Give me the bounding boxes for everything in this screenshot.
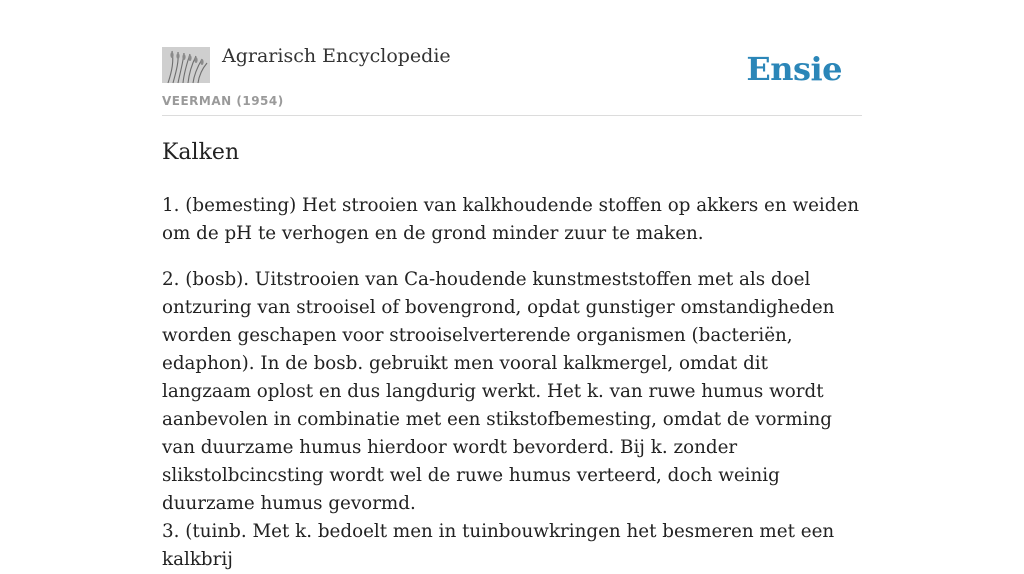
entry-paragraph-2: 2. (bosb). Uitstrooien van Ca-houdende kunstmeststoffen met als doel ontzuring van strooisel of bovengrond, opdat gunstiger omstandigheden worden geschapen voor strooiselverterende organismen (bacteriën, edaphon). In de bosb. gebruikt men vooral kalkmergel, omdat dit langzaam oplost en dus langdurig werkt. Het k. van ruwe humus wordt aanbevolen in combinatie met een stikstofbemesting, omdat de vorming van duurzame humus hierdoor wordt bevorderd. Bij k. zonder slikstolbcincsting wordt wel de ruwe humus verteerd, doch weinig duurzame humus gevormd. [162, 269, 835, 514]
entry-paragraph-3: 3. (tuinb. Met k. bedoelt men in tuinbouwkringen het besmeren met een kalkbrij [162, 521, 835, 570]
wheat-image-icon[interactable] [162, 47, 210, 83]
header [162, 0, 862, 116]
entry-paragraph-1: 1. (bemesting) Het strooien van kalkhoudende stoffen op akkers en weiden om de pH te verhogen en de grond minder zuur te maken. [162, 195, 860, 244]
entry-body [162, 192, 862, 574]
page [162, 0, 862, 570]
publication-author: VEERMAN (1954) [162, 94, 284, 108]
entry-title: Kalken [162, 140, 240, 165]
publication-title[interactable]: Agrarisch Encyclopedie [222, 45, 451, 67]
ensie-logo-link[interactable]: Ensie [746, 50, 842, 88]
